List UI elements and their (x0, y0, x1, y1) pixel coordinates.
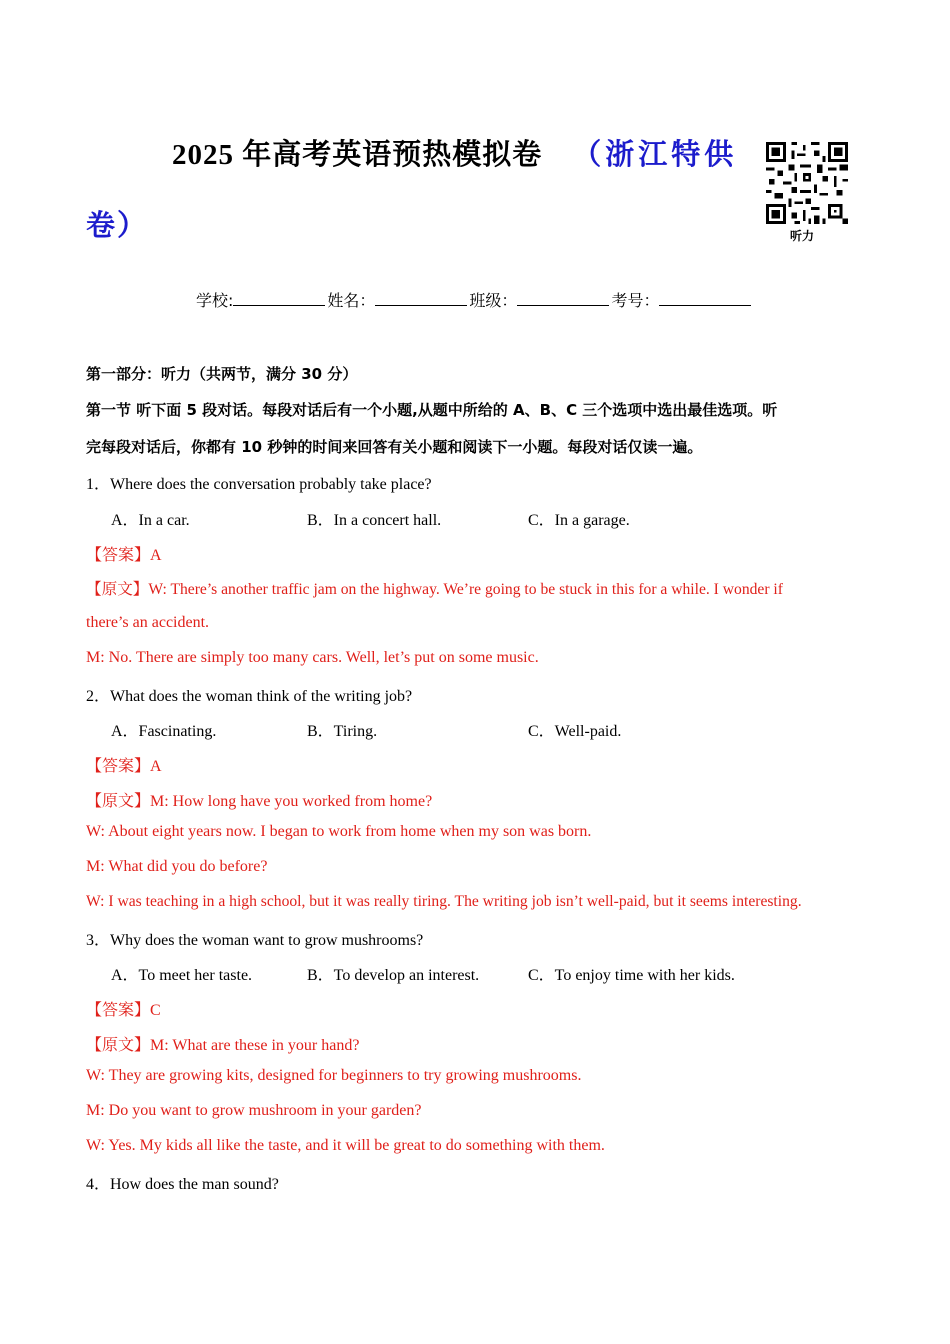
question-2-transcript-line: W: I was teaching in a high school, but it was really tiring. The writing job isn’t well-paid, but it seems interesting. (86, 893, 802, 910)
exam-number-label: 考号： (611, 291, 660, 310)
school-blank (233, 291, 325, 306)
question-3-option-b: B．To develop an interest. (307, 967, 480, 984)
question-1-option-a: A．In a car. (111, 512, 190, 529)
title-main: 2025 年高考英语预热模拟卷 (172, 139, 543, 171)
student-info-line (196, 288, 753, 311)
question-2-transcript-first: 【原文】M: How long have you worked from home? (86, 793, 433, 810)
question-3-option-c: C．To enjoy time with her kids. (528, 967, 735, 984)
page-title (172, 132, 737, 173)
question-1-stem: 1．Where does the conversation probably take place? (86, 476, 432, 493)
question-2-answer: 【答案】A (86, 758, 162, 775)
question-1-option-b: B．In a concert hall. (307, 512, 442, 529)
question-1-transcript-line: there’s an accident. (86, 614, 210, 631)
class-label: 班级： (469, 291, 518, 310)
question-2-transcript-line: M: What did you do before? (86, 858, 268, 875)
question-3-option-a: A．To meet her taste. (111, 967, 253, 984)
question-1-option-c: C．In a garage. (528, 512, 630, 529)
name-label: 姓名： (327, 291, 376, 310)
question-3-transcript-line: W: Yes. My kids all like the taste, and it will be great to do something with them. (86, 1137, 605, 1154)
question-1-transcript-line: M: No. There are simply too many cars. Well, let’s put on some music. (86, 649, 539, 666)
section-instructions-line-2: 完每段对话后，你都有 10 秒钟的时间来回答有关小题和阅读下一小题。每段对话仅读一遍。 (86, 438, 703, 456)
section-instructions-line-1: 第一节 听下面 5 段对话。每段对话后有一个小题,从题中所给的 A、B、C 三个选项中选出最佳选项。听 (86, 401, 778, 419)
school-label: 学校: (196, 291, 234, 310)
exam-number-blank (659, 291, 751, 306)
question-3-answer: 【答案】C (86, 1002, 161, 1019)
question-2-transcript-line: W: About eight years now. I began to work from home when my son was born. (86, 823, 592, 840)
question-3-transcript-line: M: Do you want to grow mushroom in your garden? (86, 1102, 422, 1119)
name-blank (375, 291, 467, 306)
qr-caption: 听力 (790, 229, 815, 243)
title-blue-part: （浙江特供 (572, 139, 738, 171)
question-2-stem: 2．What does the woman think of the writing job? (86, 688, 413, 705)
question-2-option-c: C．Well-paid. (528, 723, 622, 740)
question-1-answer: 【答案】A (86, 547, 162, 564)
question-3-stem: 3．Why does the woman want to grow mushrooms? (86, 932, 424, 949)
question-3-transcript-first: 【原文】M: What are these in your hand? (86, 1037, 360, 1054)
section-heading: 第一部分：听力（共两节，满分 30 分） (86, 365, 358, 383)
question-1-transcript-first: 【原文】W: There’s another traffic jam on the highway. We’re going to be stuck in this for a while. I wonder if (86, 581, 783, 598)
question-3-transcript-line: W: They are growing kits, designed for beginners to try growing mushrooms. (86, 1067, 582, 1084)
question-2-option-b: B．Tiring. (307, 723, 378, 740)
title-continuation: 卷） (86, 210, 149, 242)
question-4-stem: 4．How does the man sound? (86, 1176, 279, 1193)
class-blank (517, 291, 609, 306)
question-2-option-a: A．Fascinating. (111, 723, 217, 740)
qr-code-icon (766, 142, 848, 224)
